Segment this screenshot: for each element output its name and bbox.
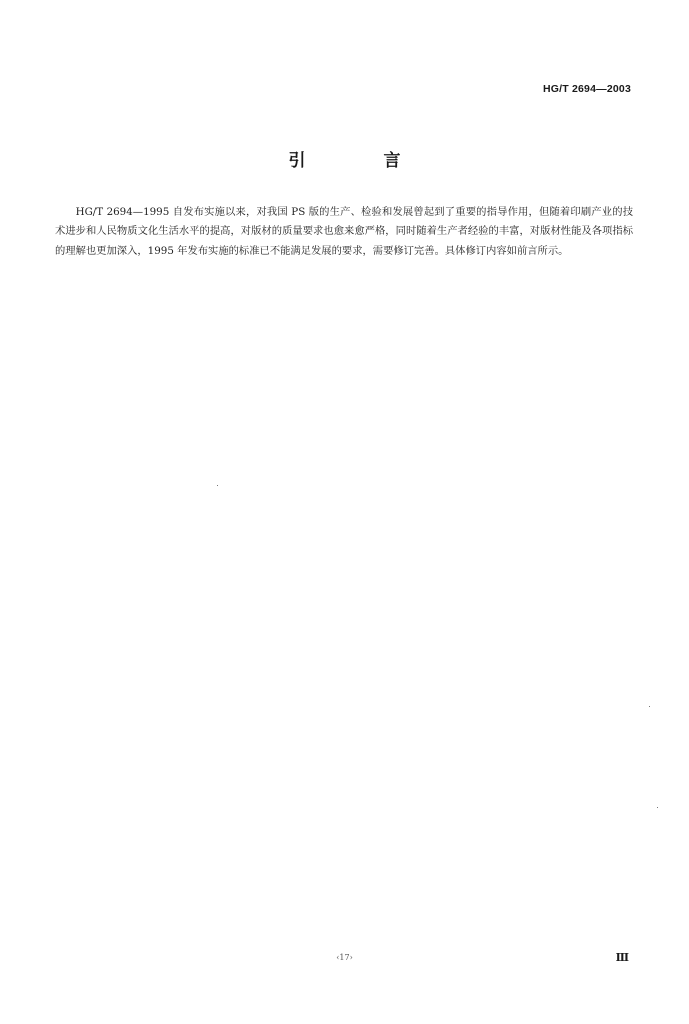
page-number: Ⅲ [615, 951, 629, 964]
page-code: ‹17› [336, 953, 353, 962]
introduction-paragraph: HG/T 2694—1995 自发布实施以来，对我国 PS 版的生产、检验和发展曾起到了重要的指导作用，但随着印刷产业的技术进步和人民物质文化生活水平的提高，对版材的质量要求也愈来愈严格，同时随着生产者经验的丰富，对版材性能及各项指标的理解也更加深入，1995 年发布实施的标准已不能满足发展的要求，需要修订完善。具体修订内容如前言所示。 [55, 206, 633, 257]
page-title: 引 言 [288, 151, 437, 171]
scan-speck [657, 807, 658, 808]
scan-speck [217, 485, 218, 486]
scan-speck [649, 706, 650, 707]
standard-number: HG/T 2694—2003 [542, 83, 631, 95]
